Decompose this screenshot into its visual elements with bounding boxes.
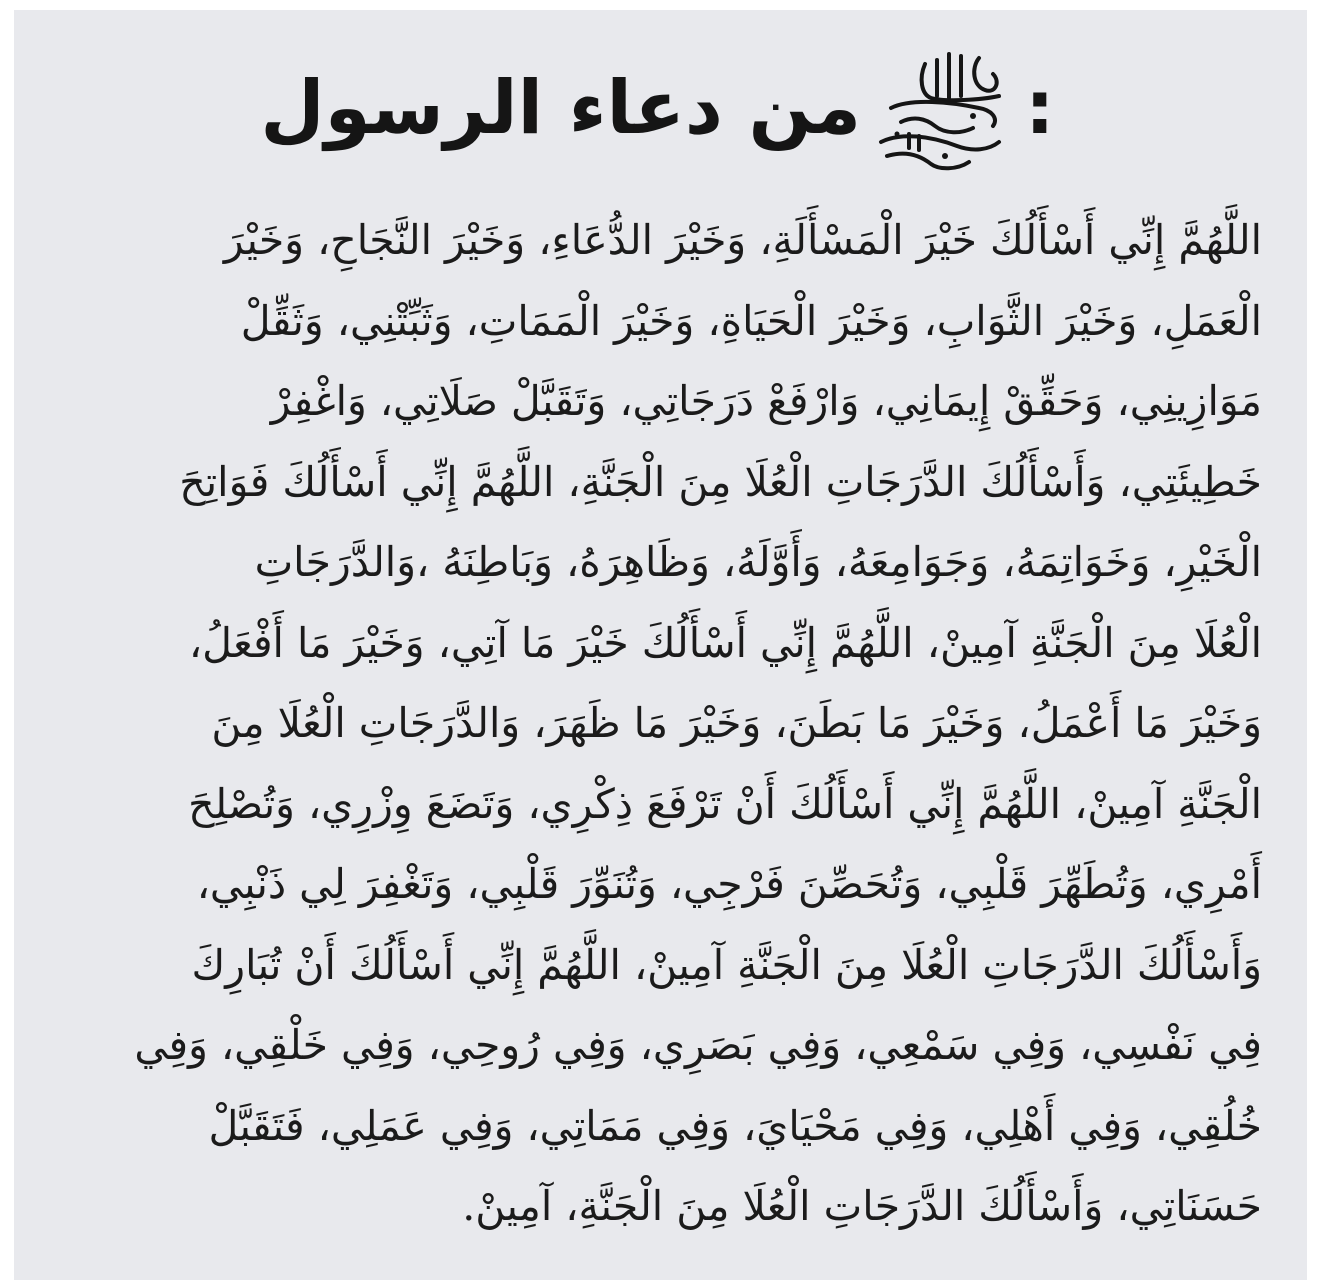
dua-body: [66, 200, 1262, 1247]
title-colon: :: [1025, 65, 1055, 151]
dua-line: فِي نَفْسِي، وَفِي سَمْعِي، وَفِي بَصَرِي، وَفِي رُوحِي، وَفِي خَلْقِي، وَفِي: [134, 1021, 1262, 1069]
dua-line: اللَّهُمَّ إِنِّي أَسْأَلُكَ خَيْرَ الْمَسْأَلَةِ، وَخَيْرَ الدُّعَاءِ، وَخَيْرَ النَّجَاحِ، وَخَيْرَ: [223, 216, 1262, 264]
dua-line: خُلُقِي، وَفِي أَهْلِي، وَفِي مَحْيَايَ، وَفِي مَمَاتِي، وَفِي عَمَلِي، فَتَقَبَّلْ: [208, 1101, 1262, 1150]
dua-line: خَطِيئَتِي، وَأَسْأَلُكَ الدَّرَجَاتِ الْعُلَا مِنَ الْجَنَّةِ، اللَّهُمَّ إِنِّي أَسْأَلُكَ فَوَاتِحَ: [179, 457, 1262, 506]
dua-card: [14, 10, 1307, 1280]
dua-line: حَسَنَاتِي، وَأَسْأَلُكَ الدَّرَجَاتِ الْعُلَا مِنَ الْجَنَّةِ، آمِينْ.: [462, 1182, 1262, 1230]
dua-line: مَوَازِينِي، وَحَقِّقْ إِيمَانِي، وَارْفَعْ دَرَجَاتِي، وَتَقَبَّلْ صَلَاتِي، وَاغْفِرْ: [270, 377, 1262, 425]
dua-line: وَخَيْرَ مَا أَعْمَلُ، وَخَيْرَ مَا بَطَنَ، وَخَيْرَ مَا ظَهَرَ، وَالدَّرَجَاتِ الْعُلَا مِنَ: [211, 699, 1262, 747]
dua-line: وَأَسْأَلُكَ الدَّرَجَاتِ الْعُلَا مِنَ الْجَنَّةِ آمِينْ، اللَّهُمَّ إِنِّي أَسْأَلُكَ أَنْ تُبَارِكَ: [191, 940, 1262, 989]
dua-line: الْعَمَلِ، وَخَيْرَ الثَّوَابِ، وَخَيْرَ الْحَيَاةِ، وَخَيْرَ الْمَمَاتِ، وَثَبِّتْنِي، وَثَقِّلْ: [240, 296, 1262, 345]
salawat-calligraphy-icon: [861, 38, 1011, 178]
dua-line: الْجَنَّةِ آمِينْ، اللَّهُمَّ إِنِّي أَسْأَلُكَ أَنْ تَرْفَعَ ذِكْرِي، وَتَضَعَ وِزْرِي، وَتُصْلِحَ: [188, 779, 1262, 828]
title-row: [14, 28, 1307, 188]
dua-line: الْخَيْرِ، وَخَوَاتِمَهُ، وَجَوَامِعَهُ، وَأَوَّلَهُ، وَظَاهِرَهُ، وَبَاطِنَهُ ،وَالدَّرَجَاتِ: [254, 538, 1262, 586]
dua-line: أَمْرِي، وَتُطَهِّرَ قَلْبِي، وَتُحَصِّنَ فَرْجِي، وَتُنَوِّرَ قَلْبِي، وَتَغْفِرَ لِي ذَنْبِي،: [196, 860, 1262, 908]
dua-line: الْعُلَا مِنَ الْجَنَّةِ آمِينْ، اللَّهُمَّ إِنِّي أَسْأَلُكَ خَيْرَ مَا آتِي، وَخَيْرَ مَا أَفْعَلُ،: [188, 618, 1262, 667]
page-title: من دعاء الرسول: [260, 65, 862, 151]
